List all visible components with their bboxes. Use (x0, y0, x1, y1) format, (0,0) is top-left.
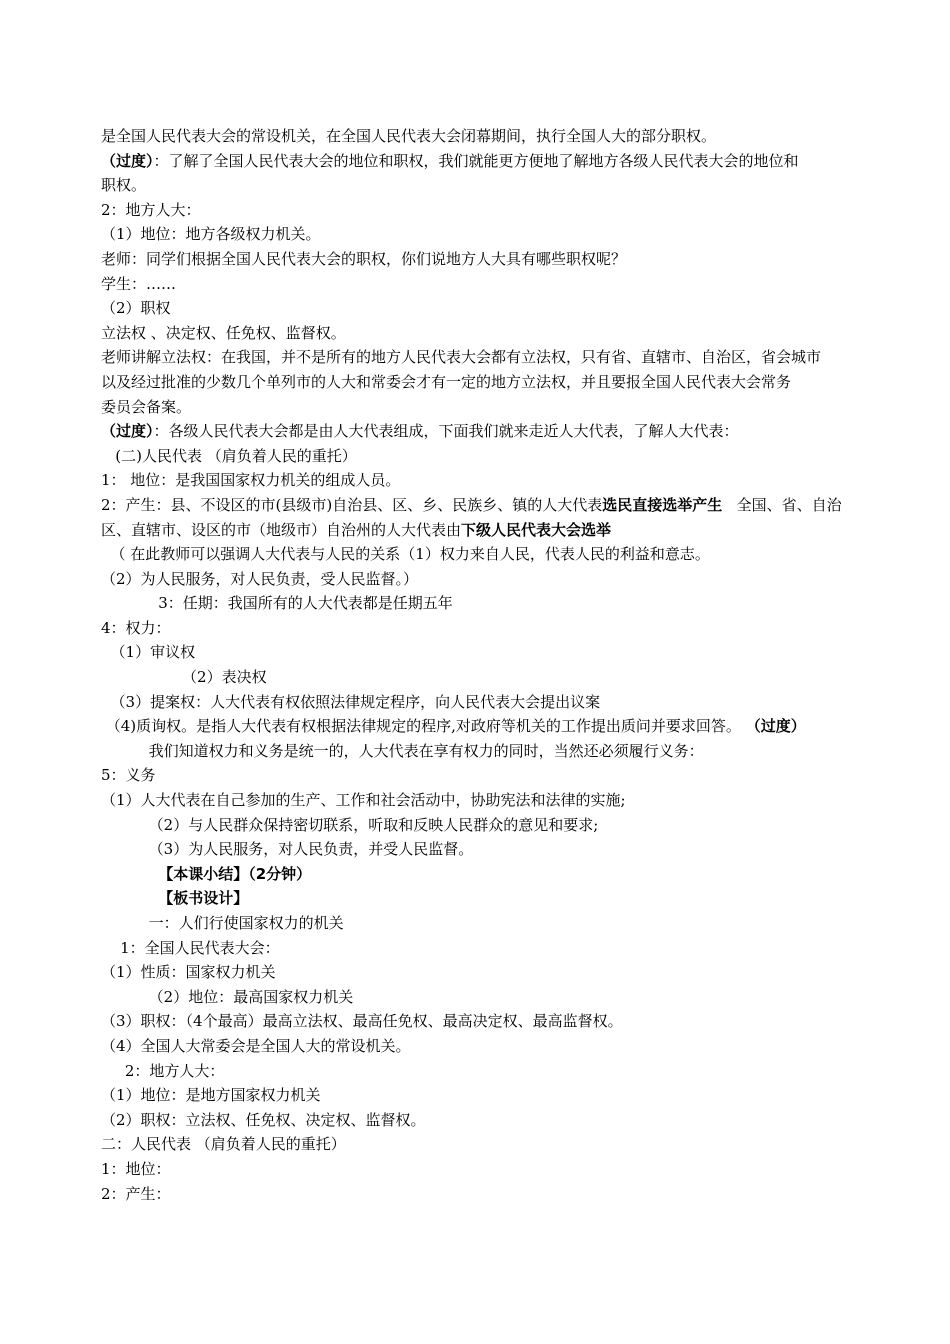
text-line: （2）地位：最高国家权力机关 (101, 987, 354, 1006)
text-line: 我们知道权力和义务是统一的，人大代表在享有权力的同时，当然还必须履行义务： (101, 741, 704, 760)
text-line: 以及经过批准的少数几个单列市的人大和常委会才有一定的地方立法权，并且要报全国人民代表大会常务 (101, 372, 792, 391)
emphasis-text: 选民直接选举产生 (602, 495, 723, 514)
text-line: （2）为人民服务，对人民负责，受人民监督。） (101, 569, 419, 588)
text-line: 一：人们行使国家权力的机关 (101, 914, 344, 932)
text-line: （4)质询权。是指人大代表有权根据法律规定的程序,对政府等机关的工作提出质问并要求回答。 （过度） (101, 717, 806, 736)
text-line: 是全国人民代表大会的常设机关，在全国人民代表大会闭幕期间，执行全国人大的部分职权。 (101, 127, 717, 145)
summary-heading: 【本课小结】（2分钟） (158, 864, 312, 883)
text-line: 3：任期：我国所有的人大代表都是任期五年 (101, 594, 453, 613)
text-line: （2）表决权 (101, 668, 267, 687)
text-line: 二：人民代表 （肩负着人民的重托） (101, 1135, 346, 1154)
text-line: 老师讲解立法权：在我国，并不是所有的地方人民代表大会都有立法权，只有省、直辖市、自治区，省会城市 (101, 348, 822, 367)
text-line: 1：地位： (101, 1159, 171, 1178)
text-line: 老师：同学们根据全国人民代表大会的职权，你们说地方人大具有哪些职权呢？ (101, 249, 627, 268)
text-line: （过度）：了解了全国人民代表大会的地位和职权，我们就能更方便地了解地方各级人民代表大会的地位和 (101, 151, 799, 170)
text-line: （1）审议权 (101, 643, 196, 662)
text-line: （1）地位：地方各级权力机关。 (101, 225, 321, 244)
text-line: 2：地方人大： (101, 1061, 225, 1080)
transition-label: （过度） (101, 422, 154, 441)
text-line: 委员会备案。 (101, 397, 192, 416)
text-line: （2）职权 (101, 299, 171, 318)
text-line: 立法权 、决定权、任免权、监督权。 (101, 323, 346, 342)
text-line: （3）职权：（4个最高）最高立法权、最高任免权、最高决定权、最高监督权。 (101, 1012, 623, 1031)
text-line: 2：产生：县、不设区的市(县级市)自治县、区、乡、民族乡、镇的人大代表选民直接选举产生 全国、省、自治 (101, 495, 842, 514)
transition-label: （过度） (101, 151, 154, 170)
section-heading: 2：地方人大： (101, 200, 201, 219)
text-line: （过度）：各级人民代表大会都是由人大代表组成，下面我们就来走近人大代表，了解人大代表： (101, 422, 739, 441)
document-body (101, 124, 883, 1206)
section-heading: 4：权力： (101, 618, 171, 637)
text-line: 1：全国人民代表大会： (101, 938, 280, 957)
text-line: （3）为人民服务，对人民负责，并受人民监督。 (101, 840, 474, 859)
text-line: 1： 地位：是我国国家权力机关的组成人员。 (101, 471, 401, 490)
text-line: （4）全国人大常委会是全国人大的常设机关。 (101, 1036, 411, 1055)
text-line: 职权。 (101, 176, 147, 195)
text-line: 2：产生： (101, 1184, 171, 1203)
text-line: 区、直辖市、设区的市（地级市）自治州的人大代表由下级人民代表大会选举 (101, 520, 612, 539)
transition-label: （过度） (745, 717, 806, 736)
text-line: 学生：…… (101, 274, 177, 293)
text-line: （1）地位：是地方国家权力机关 (101, 1086, 321, 1105)
text-line: （3）提案权：人大代表有权依照法律规定程序，向人民代表大会提出议案 (101, 692, 601, 711)
emphasis-text: 下级人民代表大会选举 (461, 520, 612, 539)
section-heading: (二)人民代表 （肩负着人民的重托） (101, 446, 357, 465)
text-line: （1）人大代表在自己参加的生产、工作和社会活动中，协助宪法和法律的实施; (101, 791, 626, 810)
text-line: （ 在此教师可以强调人大代表与人民的关系（1）权力来自人民，代表人民的利益和意志。 (101, 545, 710, 564)
section-heading: 5：义务 (101, 766, 156, 785)
text-line: （2）职权：立法权、任免权、决定权、监督权。 (101, 1110, 426, 1129)
board-design-heading: 【板书设计】 (158, 889, 249, 908)
text-line: （2）与人民群众保持密切联系，听取和反映人民群众的意见和要求; (101, 815, 599, 834)
text-line: （1）性质：国家权力机关 (101, 963, 276, 982)
